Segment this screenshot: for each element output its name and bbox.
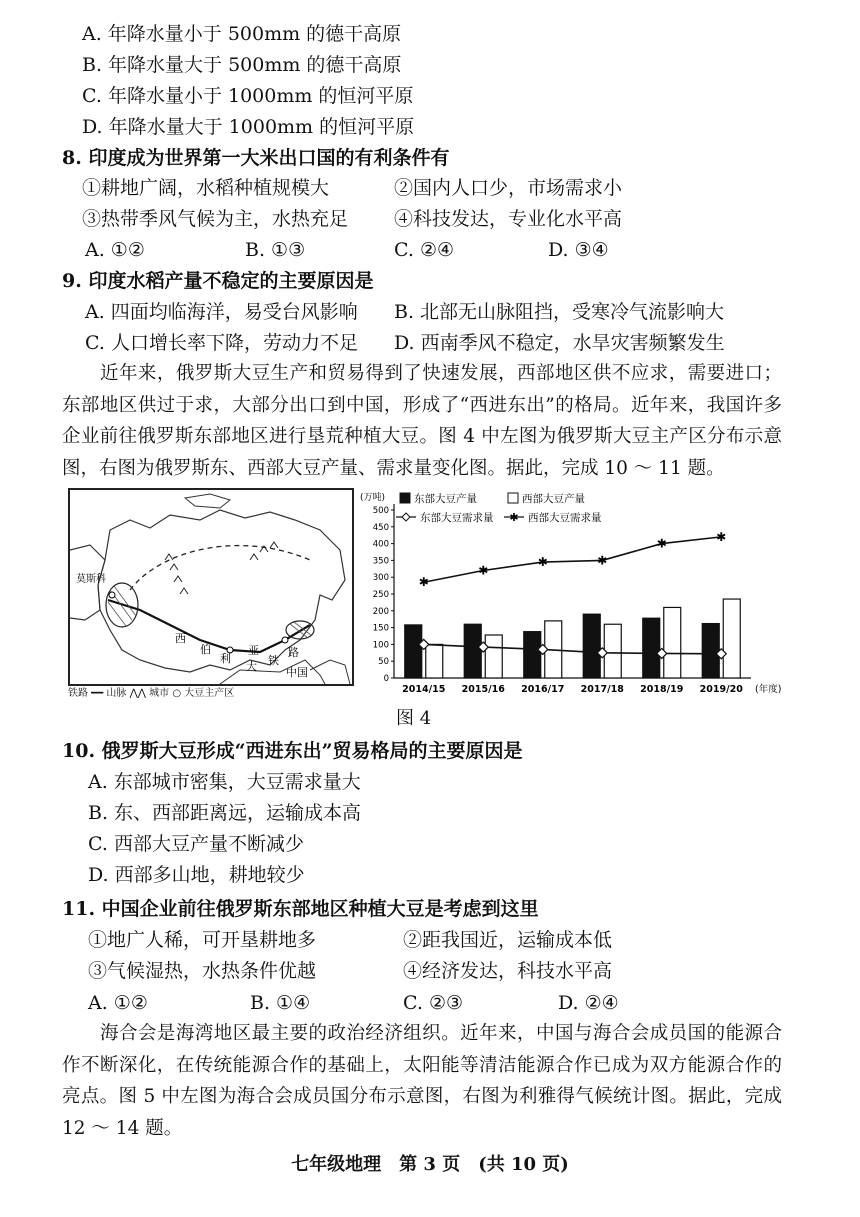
x-tick-label: 2019/20 [699, 684, 743, 695]
russia-soybean-map [68, 488, 354, 686]
q11-choice-d: D. ②④ [558, 992, 619, 1014]
figure-caption: 图 4 [396, 708, 432, 729]
q9-option-c: C. 人口增长率下降，劳动力不足 [85, 332, 358, 354]
map-label-bo: 伯 [200, 643, 211, 656]
q7-option-b: B. 年降水量大于 500mm 的德干高原 [82, 54, 402, 76]
passage-soybean: 近年来，俄罗斯大豆生产和贸易得到了快速发展，西部地区供不应求，需要进口；东部地区供过于求，大部分出口到中国，形成了“西进东出”的格局。近年来，我国许多企业前往俄罗斯东部地区进行垦荒种植大豆。图 4 中左图为俄罗斯大豆主产区分布示意图，右图为俄罗斯东、西部大豆产量、需求量变化图。据此，完成 10 ～ 11 题。 [62, 363, 782, 479]
bar-east-production [643, 618, 660, 678]
map-label-china: 中国 [286, 666, 308, 679]
q8-item-4: ④科技发达，专业化水平高 [394, 208, 623, 230]
q7-option-d: D. 年降水量大于 1000mm 的恒河平原 [82, 116, 415, 138]
y-tick-label: 100 [372, 640, 389, 651]
q9-option-d: D. 西南季风不稳定，水旱灾害频繁发生 [394, 332, 725, 354]
q8-choice-c: C. ②④ [394, 239, 455, 261]
q11-item-2: ②距我国近，运输成本低 [403, 929, 613, 951]
y-unit-label: (万吨) [360, 493, 386, 503]
bar-west-production [723, 599, 740, 678]
q8-choice-d: D. ③④ [548, 239, 609, 261]
legend-label: 东部大豆需求量 [420, 512, 494, 524]
map-label-da: 大 [246, 660, 257, 673]
q11-choice-b: B. ①④ [250, 992, 311, 1014]
point-west-demand: ✱ [537, 555, 548, 570]
q7-option-c: C. 年降水量小于 1000mm 的恒河平原 [82, 85, 414, 107]
y-tick-label: 450 [372, 522, 389, 533]
q11-choice-c: C. ②③ [403, 992, 464, 1014]
bar-west-production [485, 635, 502, 678]
q10-option-c: C. 西部大豆产量不断减少 [88, 833, 304, 855]
q11-item-4: ④经济发达，科技水平高 [403, 960, 613, 982]
map-label-xi: 西 [175, 632, 186, 645]
q7-option-a: A. 年降水量小于 500mm 的德干高原 [82, 23, 402, 45]
bar-east-production [583, 614, 600, 678]
map-label-li: 利 [220, 652, 231, 665]
legend-label: 东部大豆产量 [414, 493, 477, 505]
q8-stem: 8. 印度成为世界第一大米出口国的有利条件有 [62, 147, 450, 169]
q9-stem: 9. 印度水稻产量不稳定的主要原因是 [62, 270, 374, 292]
q8-item-2: ②国内人口少，市场需求小 [394, 177, 623, 199]
legend-swatch-east-production [400, 493, 410, 503]
q11-item-1: ①地广人稀，可开垦耕地多 [88, 929, 317, 951]
q11-choice-a: A. ①② [88, 992, 148, 1014]
q8-choice-b: B. ①③ [245, 239, 306, 261]
bar-west-production [426, 644, 443, 678]
figure-4 [68, 488, 812, 702]
legend-swatch-west-production [508, 493, 518, 503]
page-footer: 七年级地理 第 3 页 (共 10 页) [291, 1154, 569, 1175]
x-tick-label: 2018/19 [640, 684, 684, 695]
q9-option-b: B. 北部无山脉阻挡，受寒冷气流影响大 [394, 301, 725, 323]
map-legend: 铁路 ━━ 山脉 ⋀⋀ 城市 ○ 大豆主产区 [68, 688, 235, 699]
bar-east-production [702, 624, 719, 678]
map-label-tie: 铁 [268, 654, 279, 667]
x-tick-label: 2016/17 [521, 684, 565, 695]
legend-marker-west-demand: ✱ [509, 511, 519, 524]
bar-west-production [664, 607, 681, 678]
y-tick-label: 200 [372, 606, 389, 617]
y-tick-label: 500 [372, 506, 389, 516]
q10-stem: 10. 俄罗斯大豆形成“西进东出”贸易格局的主要原因是 [62, 740, 523, 762]
bar-west-production [604, 624, 621, 678]
y-tick-label: 50 [378, 657, 389, 668]
q11-stem: 11. 中国企业前往俄罗斯东部地区种植大豆是考虑到这里 [62, 898, 539, 920]
q10-option-d: D. 西部多山地，耕地较少 [88, 864, 305, 886]
soybean-chart [356, 488, 812, 702]
q9-option-a: A. 四面均临海洋，易受台风影响 [85, 301, 358, 323]
y-tick-label: 150 [372, 623, 389, 634]
y-tick-label: 400 [372, 539, 389, 550]
point-west-demand: ✱ [656, 536, 667, 551]
bar-east-production [464, 624, 481, 678]
y-tick-label: 250 [372, 590, 389, 600]
x-tick-label: 2014/15 [402, 684, 446, 695]
y-tick-label: 0 [383, 674, 389, 684]
y-tick-label: 350 [372, 556, 389, 567]
x-axis-suffix: (年度) [755, 684, 782, 695]
legend-marker-east-demand [402, 513, 410, 521]
q8-item-1: ①耕地广阔，水稻种植规模大 [82, 177, 330, 199]
point-west-demand: ✱ [716, 529, 727, 544]
x-tick-label: 2017/18 [580, 684, 624, 695]
q8-item-3: ③热带季风气候为主，水热充足 [82, 208, 349, 230]
y-tick-label: 300 [372, 573, 389, 584]
x-tick-label: 2015/16 [461, 684, 505, 695]
q11-item-3: ③气候湿热，水热条件优越 [88, 960, 317, 982]
map-label-lu: 路 [288, 646, 299, 659]
map-label-moscow: 莫斯科 [76, 574, 106, 585]
q10-option-b: B. 东、西部距离远，运输成本高 [88, 802, 362, 824]
map-label-ya: 亚 [248, 644, 259, 657]
legend-label: 西部大豆产量 [522, 493, 585, 505]
point-west-demand: ✱ [478, 563, 489, 578]
legend-label: 西部大豆需求量 [528, 512, 602, 524]
map-graphic [70, 490, 352, 684]
bar-east-production [405, 625, 422, 678]
line-west-demand [424, 537, 722, 582]
q10-option-a: A. 东部城市密集，大豆需求量大 [88, 771, 361, 793]
passage-gcc: 海合会是海湾地区最主要的政治经济组织。近年来，中国与海合会成员国的能源合作不断深化，在传统能源合作的基础上，太阳能等清洁能源合作已成为双方能源合作的亮点。图 5 中左图为海合会成员国分布示意图，右图为利雅得气候统计图。据此，完成 12 ～ 14 题。 [62, 1023, 782, 1139]
point-west-demand: ✱ [597, 553, 608, 568]
q8-choice-a: A. ①② [85, 239, 145, 261]
bar-east-production [524, 632, 541, 678]
point-west-demand: ✱ [418, 575, 429, 590]
